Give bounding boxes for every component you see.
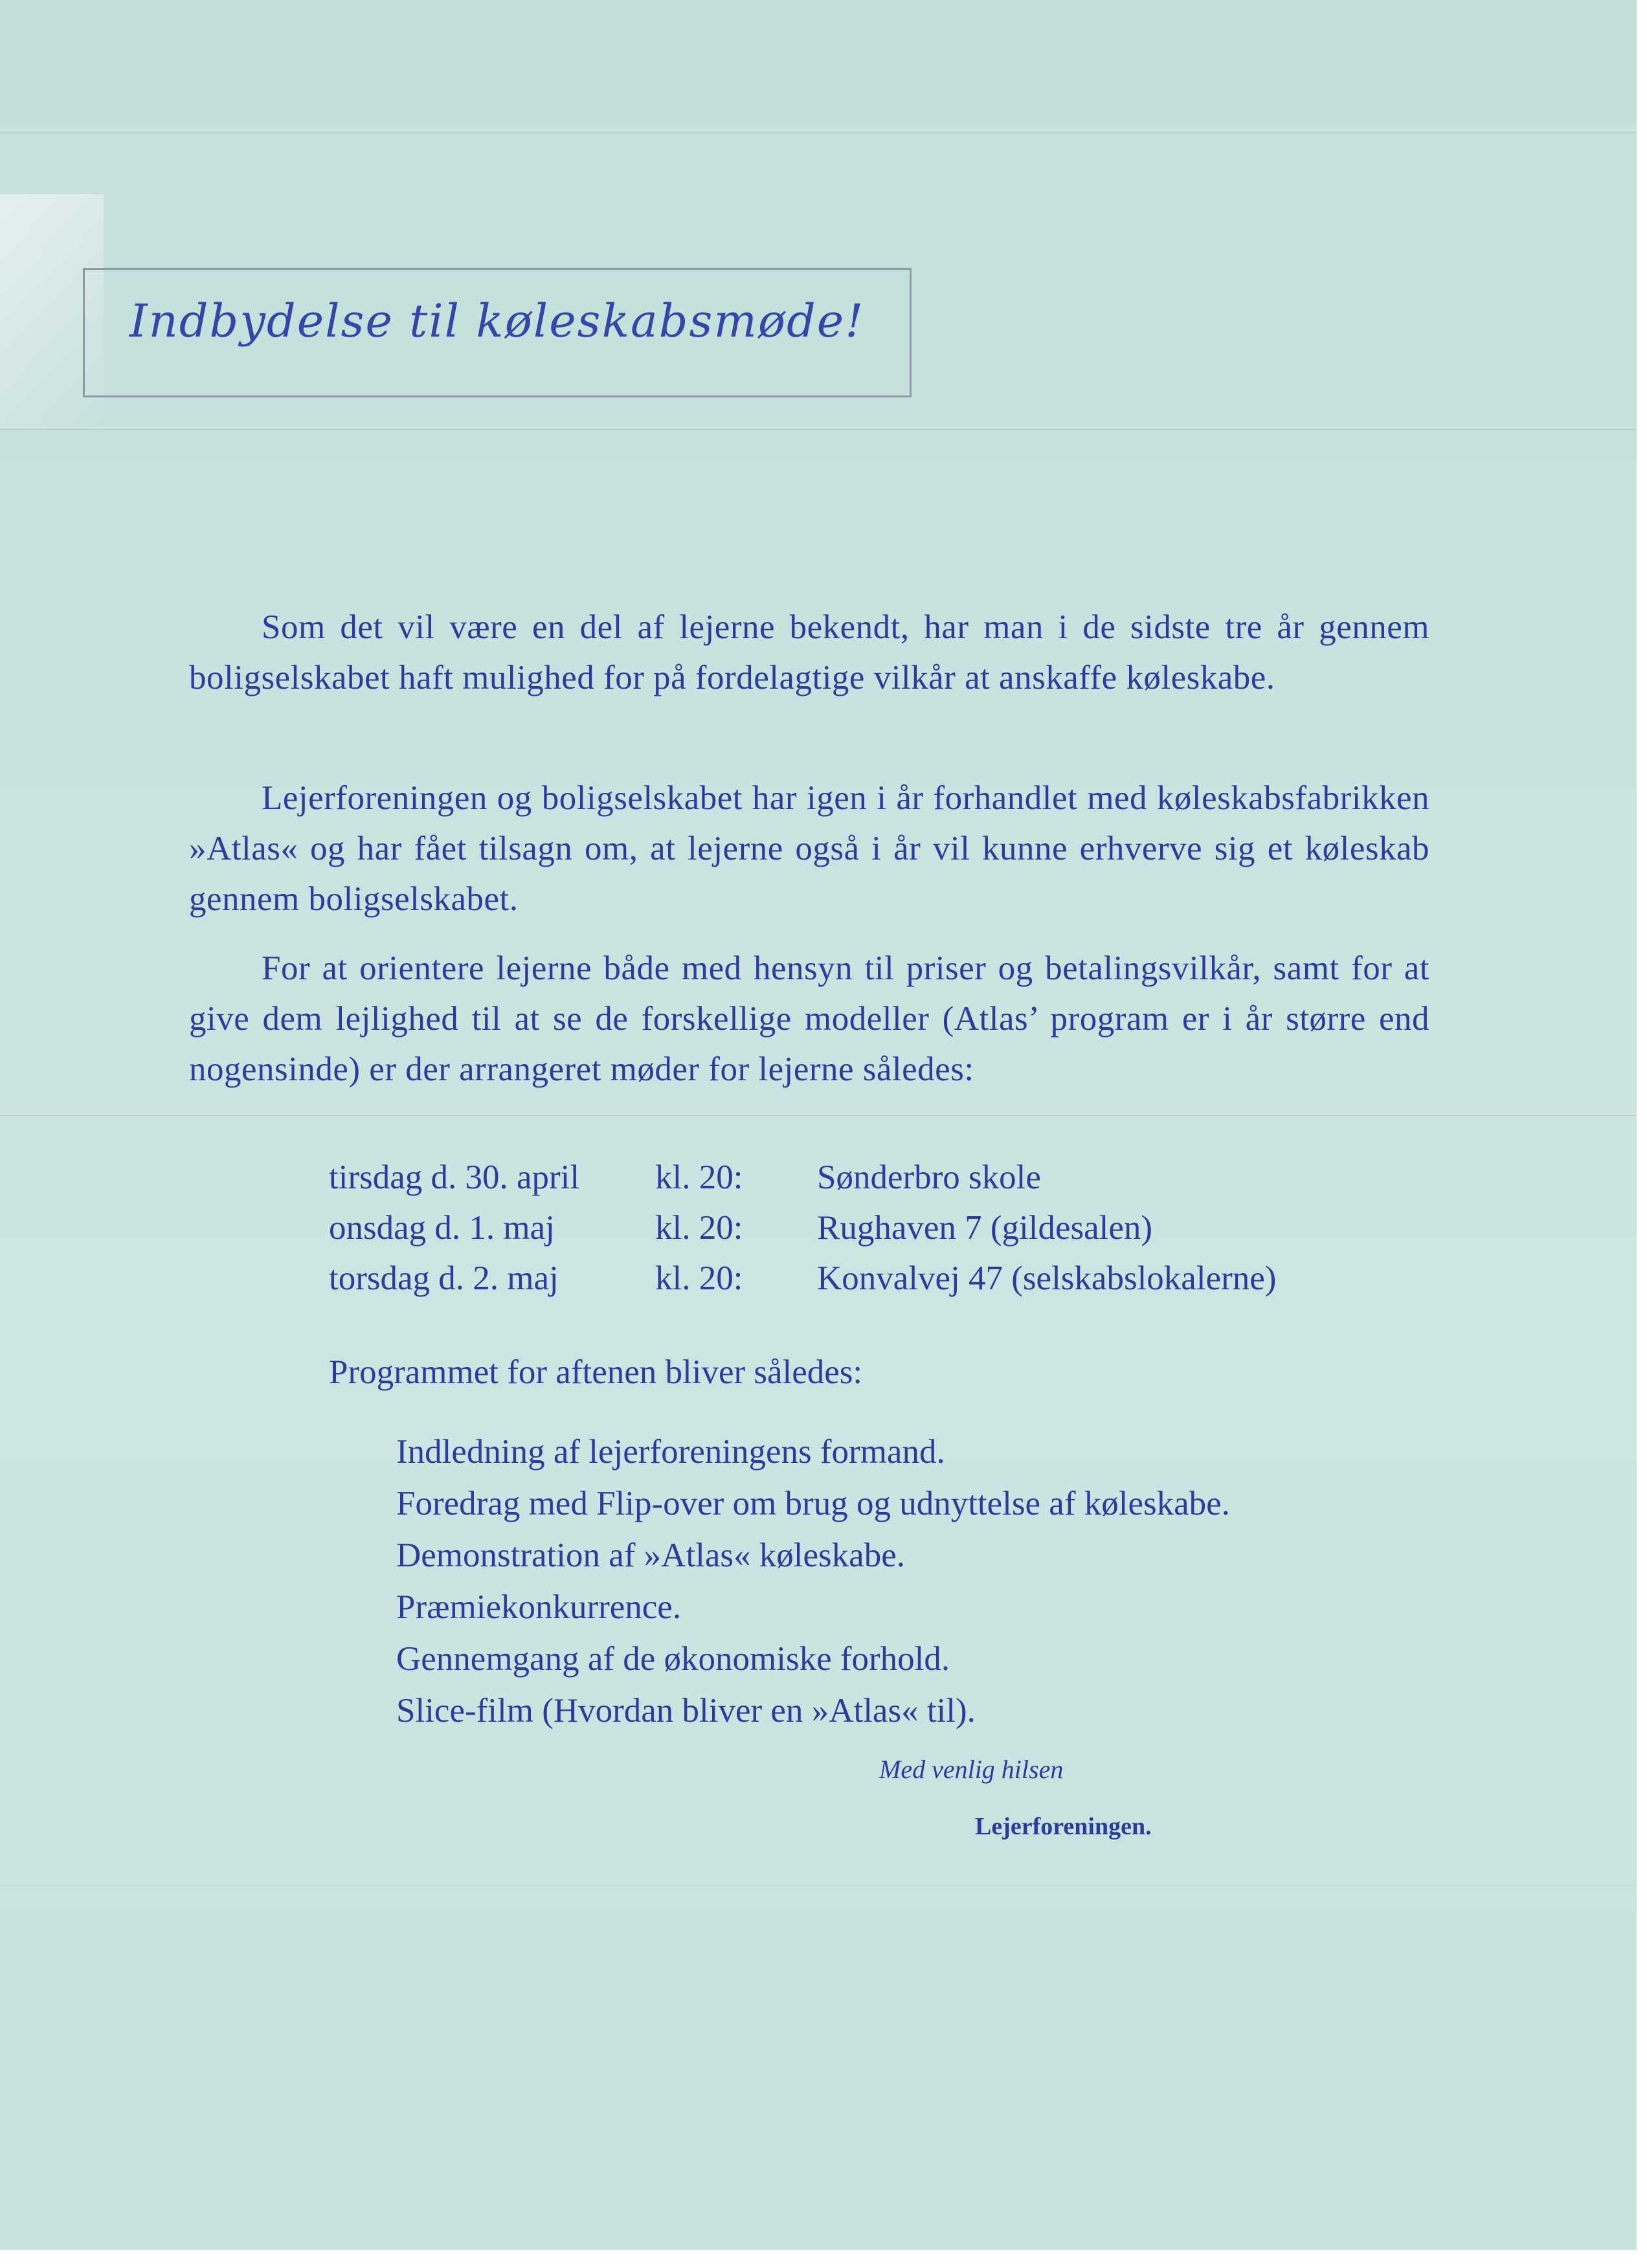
meeting-day: onsdag d. 1. maj [329, 1209, 555, 1247]
meeting-place: Rughaven 7 (gildesalen) [817, 1209, 1153, 1247]
meeting-place: Sønderbro skole [817, 1159, 1041, 1196]
paragraph-meetings-intro: For at orientere lejerne både med hensyn til priser og betalingsvilkår, samt for at give dem lejlighed til at se de forskellige modeller (Atlas’ program er i år større end nogensinde) er der arrangeret møder for lejerne således: [189, 950, 1429, 1088]
program-item: Demonstration af »Atlas« køleskabe. [396, 1537, 905, 1574]
meeting-place: Konvalvej 47 (selskabslokalerne) [817, 1260, 1277, 1297]
program-item: Slice-film (Hvordan bliver en »Atlas« til). [396, 1692, 976, 1729]
paragraph-intro: Som det vil være en del af lejerne bekendt, har man i de sidste tre år gennem boligselskabet haft mulighed for på fordelagtige vilkår at anskaffe køleskabe. [189, 608, 1429, 696]
paper-fold-crease [0, 129, 1637, 133]
paragraph-negotiation: Lejerforeningen og boligselskabet har igen i år forhandlet med køleskabsfabrikken »Atlas« og har fået tilsagn om, at lejerne også i år vil kunne erhverve sig et køleskab gennem boligselskabet. [189, 779, 1429, 918]
meeting-time: kl. 20: [655, 1209, 743, 1247]
meeting-row [329, 1152, 1276, 1203]
program-item: Indledning af lejerforeningens formand. [396, 1433, 945, 1471]
meeting-day: tirsdag d. 30. april [329, 1159, 580, 1196]
program-item: Foredrag med Flip-over om brug og udnyttelse af køleskabe. [396, 1485, 1230, 1522]
meeting-row [329, 1203, 1276, 1253]
closing-greeting: Med venlig hilsen [879, 1755, 1064, 1784]
paper-fold-crease [0, 1884, 1637, 1885]
meeting-day: torsdag d. 2. maj [329, 1260, 559, 1297]
meeting-time: kl. 20: [655, 1159, 743, 1196]
paper-fold-crease [0, 427, 1637, 430]
signature: Lejerforeningen. [975, 1813, 1152, 1840]
meeting-row [329, 1253, 1276, 1304]
paper-fold-crease [0, 1113, 1637, 1116]
program-item: Præmiekonkurrence. [396, 1588, 682, 1626]
program-list [396, 1426, 1230, 1737]
page-title: Indbydelse til køleskabsmøde! [129, 295, 865, 348]
program-item: Gennemgang af de økonomiske forhold. [396, 1640, 950, 1678]
program-heading: Programmet for aftenen bliver således: [329, 1353, 863, 1391]
meeting-schedule [329, 1152, 1276, 1304]
meeting-time: kl. 20: [655, 1260, 743, 1297]
